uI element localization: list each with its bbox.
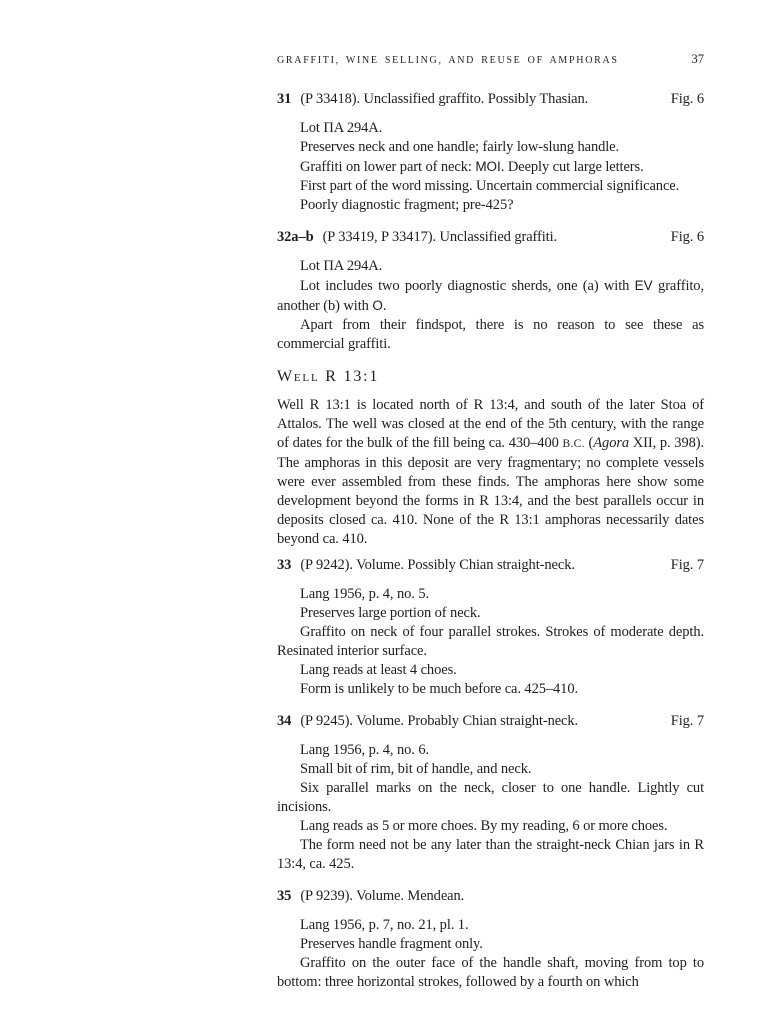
text-segment: Well R 13:1 is located north of R 13:4, and south of the later Stoa of Attalos. The well was closed at the end of the 5th century, with the range of dates for the bulk of the fill being ca. 430–400 [277, 397, 704, 451]
page-number: 37 [691, 52, 704, 66]
entry-heading [277, 556, 704, 575]
graffito-description-line [277, 157, 704, 177]
text-segment: . Deeply cut large letters. [500, 159, 644, 175]
commentary-line: First part of the word missing. Uncertain commercial significance. [300, 178, 680, 194]
entry-heading [277, 228, 704, 247]
text-segment: . [382, 298, 387, 314]
reading-line: Lang reads as 5 or more choes. By my reading, 6 or more choes. [300, 818, 668, 834]
catalog-entry-31 [277, 90, 704, 215]
entry-heading [277, 712, 704, 731]
text-column [277, 52, 704, 1005]
graffito-description-line: Six parallel marks on the neck, closer to one handle. Lightly cut incisions. [277, 780, 704, 815]
lot-line: Lot ΠΑ 294A. [300, 120, 383, 136]
preservation-line: Preserves neck and one handle; fairly low-slung handle. [300, 139, 620, 155]
reading-line: Lang reads at least 4 choes. [300, 662, 457, 678]
entry-heading [277, 90, 704, 109]
catalog-entry-33 [277, 556, 704, 699]
entry-title: (P 9239). Volume. Mendean. [300, 888, 465, 904]
bc-smallcaps: B.C. [562, 438, 585, 450]
entry-title: (P 9242). Volume. Possibly Chian straight-neck. [300, 557, 575, 573]
graffito-letters: EV [634, 278, 653, 293]
graffito-description-line: Graffito on the outer face of the handle shaft, moving from top to bottom: three horizontal strokes, followed by a fourth on which [277, 955, 704, 990]
text-segment: XII, p. 398). The amphoras in this deposit are very fragmentary; no complete vessels were ever assembled from these finds. The amphoras here show some development beyond the forms in R 13:4, and the best parallels occur in deposits closed ca. 410. None of the R 13:1 amphoras necessarily dates beyond ca. 410. [277, 435, 705, 547]
entry-title: (P 33419, P 33417). Unclassified graffiti. [322, 229, 558, 245]
text-segment: Lot includes two poorly diagnostic sherds, one (a) with [300, 278, 635, 294]
graffito-description-line [277, 276, 704, 316]
well-r13-1-section [277, 367, 704, 549]
entry-number: 35 [277, 888, 292, 904]
dating-line: The form need not be any later than the straight-neck Chian jars in R 13:4, ca. 425. [277, 837, 704, 872]
graffito-letters: O [372, 298, 383, 313]
figure-reference: Fig. 7 [670, 557, 704, 573]
preservation-line: Small bit of rim, bit of handle, and neck. [300, 761, 532, 777]
entry-title: (P 9245). Volume. Probably Chian straight-neck. [300, 713, 579, 729]
dating-line: Form is unlikely to be much before ca. 425–410. [300, 681, 578, 697]
entry-number: 33 [277, 557, 292, 573]
citation-line: Lang 1956, p. 4, no. 5. [300, 586, 429, 602]
entry-heading [277, 887, 704, 906]
citation-line: Lang 1956, p. 4, no. 6. [300, 742, 429, 758]
preservation-line: Preserves handle fragment only. [300, 936, 483, 952]
text-segment: ( [584, 435, 594, 451]
dating-line: Poorly diagnostic fragment; pre-425? [300, 197, 514, 213]
text-segment: Graffiti on lower part of neck: [300, 159, 476, 175]
entry-title: (P 33418). Unclassified graffito. Possibly Thasian. [300, 91, 589, 107]
entry-number: 31 [277, 91, 292, 107]
citation-line: Lang 1956, p. 7, no. 21, pl. 1. [300, 917, 469, 933]
running-header [277, 52, 704, 68]
entry-number: 32a–b [277, 229, 314, 245]
running-title: GRAFFITI, WINE SELLING, AND REUSE OF AMPHORAS [277, 55, 619, 66]
figure-reference: Fig. 7 [670, 713, 704, 729]
catalog-entry-35 [277, 887, 704, 992]
catalog-entry-34 [277, 712, 704, 874]
commentary-line: Apart from their findspot, there is no reason to see these as commercial graffiti. [277, 317, 704, 352]
text-segment: graffito, another (b) with [277, 278, 704, 314]
section-heading: Well R 13:1 [277, 368, 380, 385]
catalog-entry-32ab [277, 228, 704, 354]
graffito-letters: MOI [475, 159, 501, 174]
figure-reference: Fig. 6 [670, 91, 704, 107]
graffito-description-line: Graffito on neck of four parallel strokes. Strokes of moderate depth. Resinated interior surface. [277, 624, 704, 659]
section-paragraph [277, 396, 704, 549]
lot-line: Lot ΠΑ 294A. [300, 258, 383, 274]
entry-number: 34 [277, 713, 292, 729]
figure-reference: Fig. 6 [670, 229, 704, 245]
agora-citation: Agora [593, 435, 630, 451]
preservation-line: Preserves large portion of neck. [300, 605, 481, 621]
